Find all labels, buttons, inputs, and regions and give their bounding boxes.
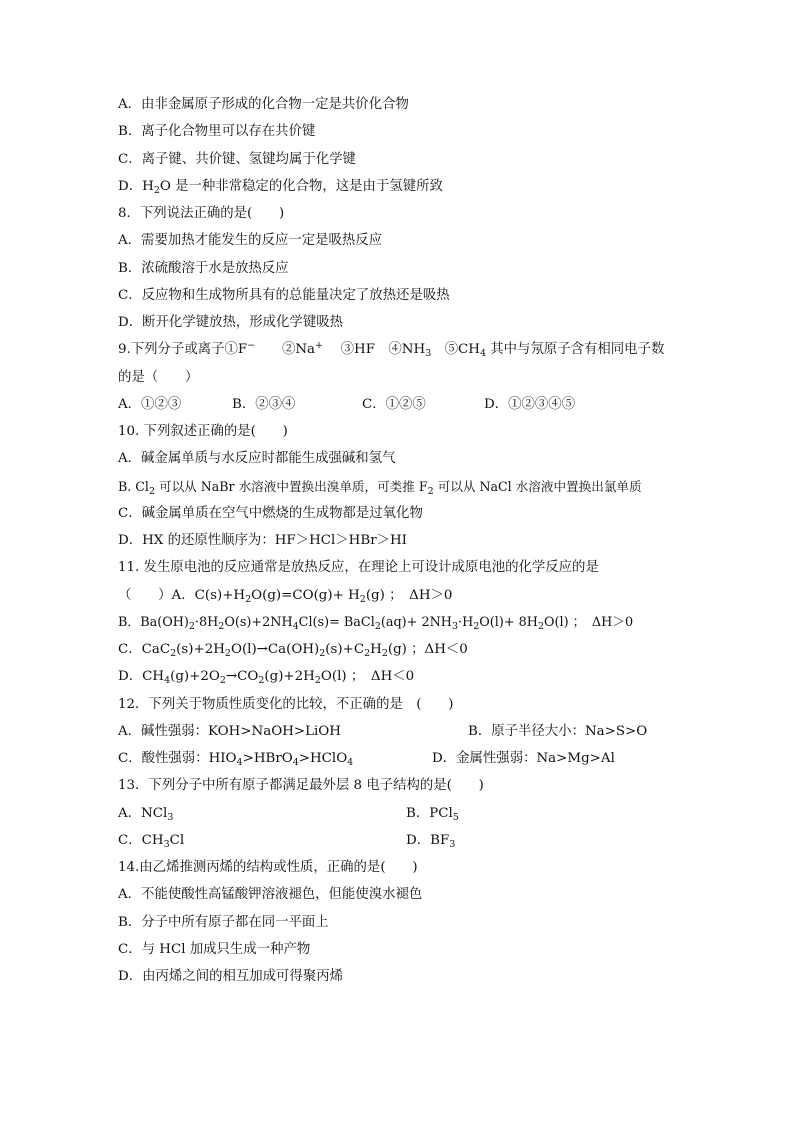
option-11c: C．$CaC_2(s)+2H_2O(l)\to Ca(OH)_2(s)+C_2H_2(g)$ ；ΔH＜0	[118, 642, 468, 659]
question-11: 11. 发生原电池的反应通常是放热反应，在理论上可设计成原电池的化学反应的是	[118, 560, 599, 575]
question-8: 8．下列说法正确的是( )	[118, 206, 285, 221]
question-9: 9.下列分子或离子①F− ②Na+ ③HF $④NH_3$ $⑤CH_4$ 其中与氖原子含有相同电子数	[118, 340, 665, 359]
option-7d: D．$H_2O$ 是一种非常稳定的化合物，这是由于氢键所致	[118, 179, 443, 196]
option-14b: B．分子中所有原子都在同一平面上	[118, 915, 329, 930]
option-13d: D．$BF_3$	[406, 833, 456, 850]
option-8c: C．反应物和生成物所具有的总能量决定了放热还是吸热	[118, 288, 450, 303]
option-14d: D．由丙烯之间的相互加成可得聚丙烯	[118, 969, 343, 984]
option-9b: B．②③④	[232, 397, 296, 412]
option-13a: A．NCl$_3$	[118, 806, 174, 823]
option-14a: A．不能使酸性高锰酸钾溶液褪色，但能使溴水褪色	[118, 887, 423, 902]
option-8a: A．需要加热才能发生的反应一定是吸热反应	[118, 233, 383, 248]
option-10c: C．碱金属单质在空气中燃烧的生成物都是过氧化物	[118, 506, 423, 521]
option-9d: D．①②③④⑤	[484, 397, 576, 412]
option-8b: B．浓硫酸溶于水是放热反应	[118, 261, 289, 276]
option-10a: A．碱金属单质与水反应时都能生成强碱和氢气	[118, 451, 396, 466]
option-9a: A．①②③	[118, 397, 182, 412]
question-13: 13．下列分子中所有原子都满足最外层 8 电子结构的是( )	[118, 778, 484, 793]
option-7c: C．离子键、共价键、氢键均属于化学键	[118, 152, 356, 167]
question-12: 12．下列关于物质性质变化的比较，不正确的是 ( )	[118, 697, 454, 712]
option-12d: D．金属性强弱：Na>Mg>Al	[432, 751, 615, 766]
question-14: 14.由乙烯推测丙烯的结构或性质，正确的是( )	[118, 860, 418, 875]
option-7b: B．离子化合物里可以存在共价键	[118, 124, 316, 139]
option-11b: B．$Ba(OH)_2\cdot 8H_2O(s)+2NH_4Cl(s)=$ BaCl$_2$(aq)+ $2NH_3\cdot H_2O(l)+ 8H_2O(l)$ ； ΔH＞0	[118, 615, 634, 632]
option-8d: D．断开化学键放热，形成化学键吸热	[118, 315, 343, 330]
option-12b: B．原子半径大小：Na>S>O	[468, 724, 648, 739]
option-11d: D．$CH_4(g)+2O_2\to CO_2(g)+2H_2O(l)$ ； ΔH＜0	[118, 669, 415, 686]
option-12a: A．碱性强弱：KOH>NaOH>LiOH	[118, 724, 341, 739]
question-10: 10. 下列叙述正确的是( )	[118, 424, 288, 439]
question-9-cont: 的是（ ）	[118, 370, 199, 385]
option-10d: D．HX 的还原性顺序为：HF＞HCl＞HBr＞HI	[118, 533, 407, 548]
option-12c: C．酸性强弱：$HIO_4>HBrO_4>HClO_4$	[118, 751, 354, 768]
option-13c: C．$CH_3Cl$	[118, 833, 185, 850]
option-7a: A．由非金属原子形成的化合物一定是共价化合物	[118, 97, 409, 112]
option-9c: C．①②⑤	[362, 397, 426, 412]
option-14c: C．与 HCl 加成只生成一种产物	[118, 942, 311, 957]
option-10b: B. $Cl_2$ 可以从 NaBr 水溶液中置换出溴单质，可类推 $F_2$ 可以从 NaCl 水溶液中置换出氯单质	[118, 479, 642, 497]
option-13b: B．PCl$_5$	[406, 806, 459, 823]
option-11a: （ ）A．$C(s)+H_2O(g)=CO(g)+ H_2(g)$ ； ΔH＞0	[118, 588, 453, 605]
